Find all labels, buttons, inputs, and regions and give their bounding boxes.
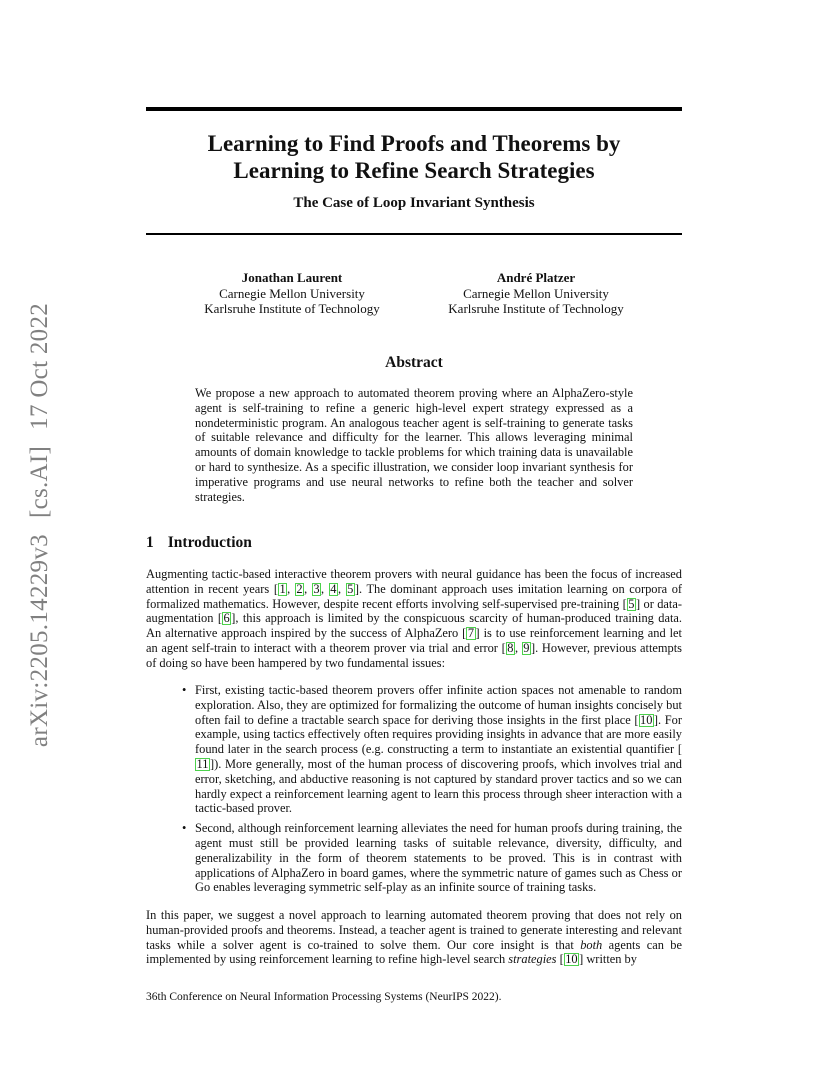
citation-link[interactable]: 3	[313, 581, 320, 596]
list-item: • Second, although reinforcement learning alleviates the need for human proofs during training, the agent must still be provided learning tasks of suitable relevance, diversity, difficulty, and generalizability in the form of theorem statements to be proved. This is in contrast with applications of AlphaZero in board games, where the symmetric nature of games such as Chess or Go enables leveraging symmetric self-play as an infinite source of training tasks.	[182, 821, 682, 895]
section-title: Introduction	[167, 534, 252, 551]
title-line-1: Learning to Find Proofs and Theorems by	[207, 131, 621, 156]
citation-link[interactable]: 10	[640, 712, 653, 727]
arxiv-category: [cs.AI]	[26, 445, 53, 519]
arxiv-id: arXiv:2205.14229v3	[26, 534, 53, 748]
author-affiliation: Carnegie Mellon University	[219, 285, 365, 301]
top-rule	[146, 107, 682, 111]
citation-link[interactable]: 2	[296, 581, 303, 596]
list-item: • First, existing tactic-based theorem provers offer infinite action spaces not amenable to random exploration. Also, they are optimized for formalizing the outcome of human insights concisely but often fail to define a tractable search space for deriving those insights in the first place [ 10 ]. For example, using tactics effectively often requires providing insights in advance that are more easily found later in the search process (e.g. constructing a term to instantiate an existential quantifier [11 ]). More generally, most of the human process of discovering proofs, which involves trial and error, sketching, and abductive reasoning is not captured by standard prover tactics and so we can hardly expect a reinforcement learning agent to learn this process through sheer interaction with a tactic-based prover.	[182, 683, 682, 816]
author-name: Jonathan Laurent	[241, 270, 343, 285]
citation-link[interactable]: 5	[347, 581, 354, 596]
section-number: 1	[146, 534, 154, 551]
citation-link[interactable]: 11	[196, 756, 209, 771]
author-block-1	[190, 270, 394, 317]
citation-link[interactable]: 8	[507, 640, 514, 655]
abstract-heading: Abstract	[385, 354, 443, 371]
title-bottom-rule	[146, 233, 682, 235]
author-affiliation: Karlsruhe Institute of Technology	[204, 301, 380, 316]
paper-subtitle: The Case of Loop Invariant Synthesis	[293, 195, 535, 211]
bullet-list	[146, 683, 682, 900]
author-affiliation: Carnegie Mellon University	[463, 285, 609, 301]
author-block-2	[436, 270, 636, 317]
citation-link[interactable]: 7	[467, 626, 475, 641]
paper-title	[146, 130, 682, 184]
body-paragraph: In this paper, we suggest a novel approach to learning automated theorem proving that does not rely on human-provided proofs and theorems. Instead, a teacher agent is trained to generate interesting and relevant tasks while a solver agent is co-trained to solve them. Our core insight is that both agents can be implemented by using reinforcement learning to refine high-level search strategies [ 10 ] written by	[146, 908, 682, 967]
title-line-2: Learning to Refine Search Strategies	[233, 158, 595, 183]
citation-link[interactable]: 4	[330, 581, 337, 596]
citation-link[interactable]: 6	[223, 611, 230, 626]
author-affiliation: Karlsruhe Institute of Technology	[448, 301, 624, 316]
author-name: André Platzer	[496, 270, 576, 285]
bullet-marker: •	[182, 821, 187, 836]
citation-link[interactable]: 9	[523, 640, 530, 655]
arxiv-stamp	[26, 303, 54, 747]
conference-footer: 36th Conference on Neural Information Processing Systems (NeurIPS 2022).	[146, 991, 502, 1003]
section-heading	[146, 534, 252, 552]
intro-paragraph: Augmenting tactic-based interactive theorem provers with neural guidance has been the focus of increased attention in recent years [ 1 , 2 , 3 , 4 , 5 ]. The dominant approach uses imitation learning on corpora of formalized mathematics. However, despite recent efforts involving self-supervised pre-training [ 5 ] or data-augmentation [ 6 ], this approach is limited by the conspicuous scarcity of human-produced training data. An alternative approach inspired by the success of AlphaZero [ 7 ] is to use reinforcement learning and let an agent self-train to interact with a theorem prover via trial and error [ 8 , 9 ]. However, previous attempts of doing so have been hampered by two fundamental issues:	[146, 567, 683, 670]
citation-link[interactable]: 1	[279, 581, 286, 596]
bullet-marker: •	[182, 683, 187, 697]
citation-link[interactable]: 5	[628, 596, 635, 611]
arxiv-date: 17 Oct 2022	[26, 302, 53, 430]
citation-link[interactable]: 10	[565, 952, 578, 967]
abstract-text: We propose a new approach to automated theorem proving where an AlphaZero-style agent is self-training to refine a generic high-level expert strategy expressed as a nondeterministic program. An analogous teacher agent is self-training to generate tasks of suitable relevance and difficulty for the learner. This allows leveraging minimal amounts of domain knowledge to tackle problems for which training data is unavailable or hard to synthesize. As a specific illustration, we consider loop invariant synthesis for imperative programs and use neural networks to refine both the teacher and solver strategies.	[195, 386, 633, 504]
